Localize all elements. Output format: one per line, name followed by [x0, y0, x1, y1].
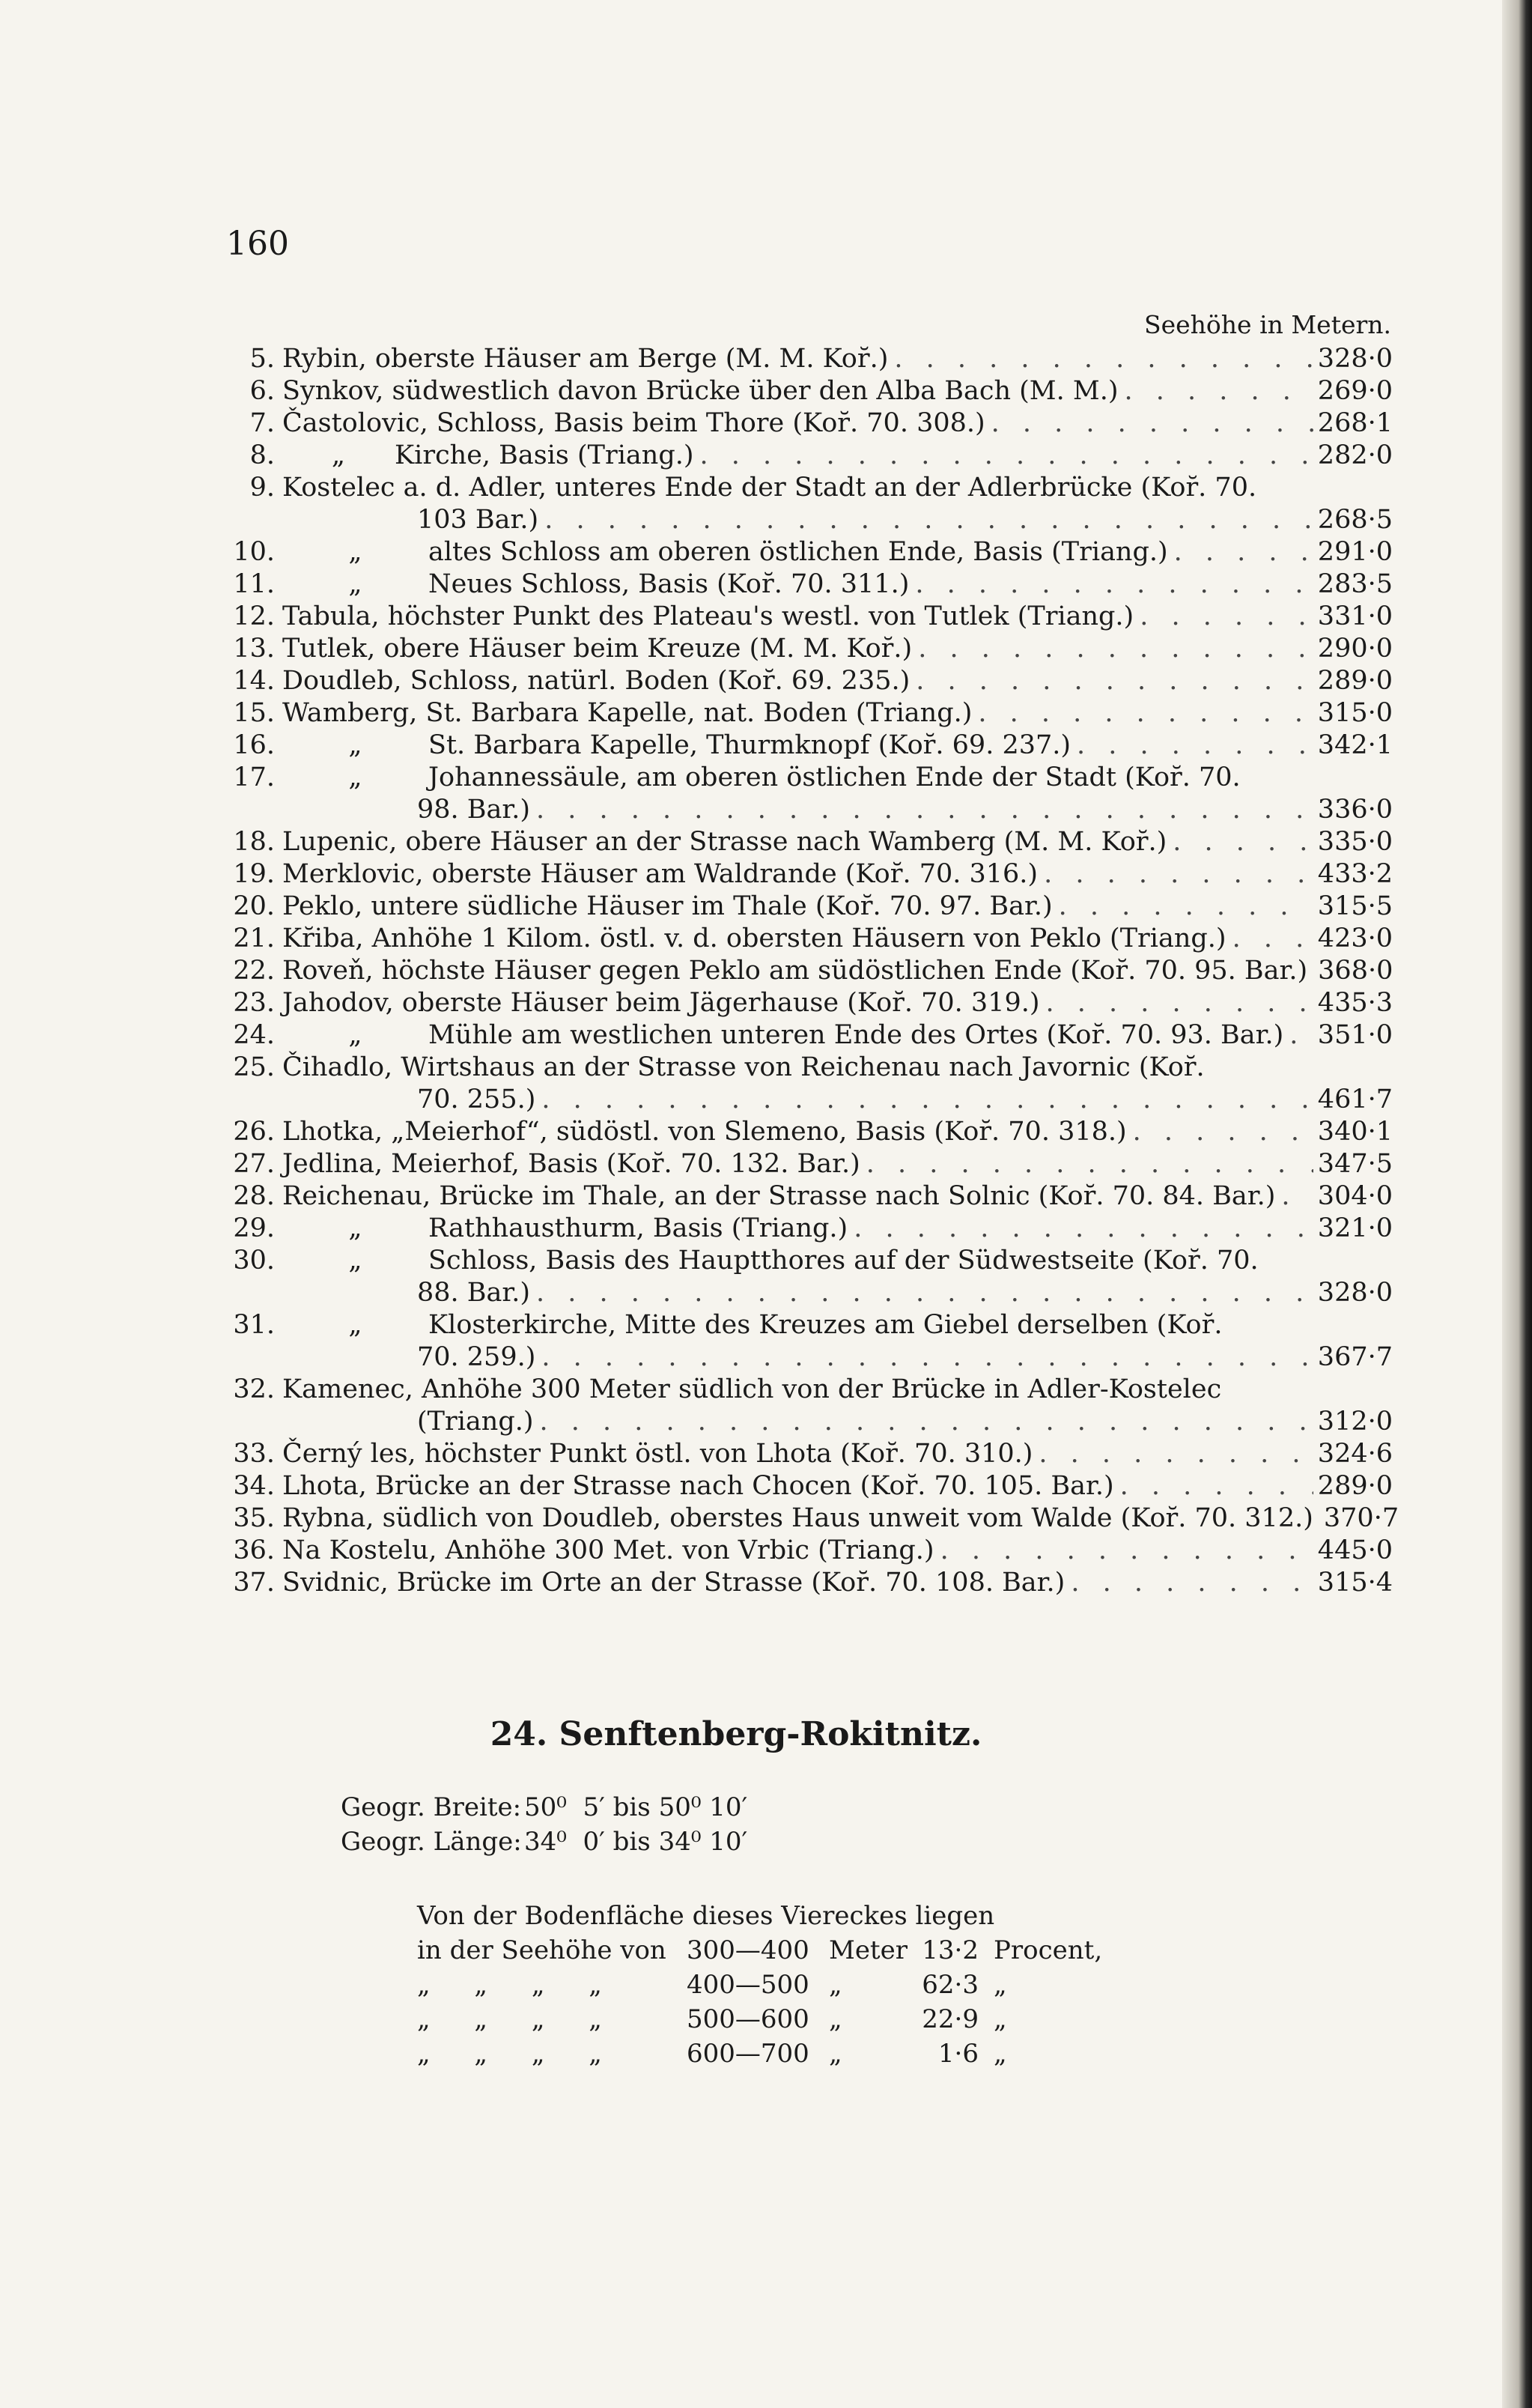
entry-description [282, 1438, 1033, 1470]
dot-leader [934, 1535, 1313, 1567]
elevation-value: 331·0 [1317, 601, 1393, 631]
list-item [221, 1567, 1393, 1599]
entry-description [282, 1019, 1283, 1052]
entry-text: Svidnic, Brücke im Orte an der Strasse (Kor̆. 70. 108. Bar.) [282, 1568, 1066, 1598]
dot-leader [1053, 891, 1313, 923]
entry-number: 26. [233, 1117, 275, 1147]
list-item [221, 987, 1393, 1019]
list-item [221, 1148, 1393, 1180]
elevation-value: 304·0 [1317, 1181, 1393, 1211]
list-item [221, 665, 1393, 697]
entry-text: Schloss, Basis des Hauptthores auf der Südwestseite (Kor̆. 70. [428, 1246, 1259, 1276]
entry-number: 37. [233, 1568, 275, 1598]
dot-leader [538, 504, 1313, 536]
entry-text: Lhotka, „Meierhof“, südöstl. von Slemeno, Basis (Kor̆. 70. 318.) [282, 1117, 1127, 1147]
entry-text: altes Schloss am oberen östlichen Ende, Basis (Triang.) [428, 537, 1168, 567]
entry-text: Johannessäule, am oberen östlichen Ende der Stadt (Kor̆. 70. [428, 762, 1241, 792]
entry-text: Tutlek, obere Häuser beim Kreuze (M. M. Kor̆.) [282, 634, 913, 664]
entry-description [282, 1309, 1222, 1341]
entry-text: Mühle am westlichen unteren Ende des Ortes (Kor̆. 70. 93. Bar.) [428, 1020, 1284, 1050]
distribution-lead: „ „ „ „ [417, 2039, 602, 2069]
entry-number: 36. [233, 1535, 275, 1565]
entry-description [282, 955, 1307, 987]
entry-number: 9. [249, 473, 275, 503]
entry-description [282, 1567, 1065, 1599]
geo-value: 50⁰ 5′ bis 50⁰ 10′ [524, 1792, 748, 1822]
elevation-value: 423·0 [1317, 924, 1393, 953]
entry-number: 10. [233, 537, 275, 567]
elevation-range: 500—600 [687, 2004, 809, 2034]
elevation-value: 312·0 [1317, 1407, 1393, 1437]
dot-leader [535, 1341, 1313, 1374]
dot-leader [848, 1213, 1313, 1245]
percent-value: 62·3 [922, 1970, 979, 2000]
entry-continuation: 70. 255.) [417, 1085, 536, 1114]
elevation-value: 289·0 [1317, 666, 1393, 696]
ditto-mark: „ [348, 569, 362, 599]
entry-description [282, 1502, 1313, 1535]
entry-text: Peklo, untere südliche Häuser im Thale (Kor̆. 70. 97. Bar.) [282, 891, 1053, 921]
dot-leader [1071, 730, 1313, 762]
entry-description [282, 826, 1167, 858]
elevation-value: 315·5 [1317, 891, 1393, 921]
list-item-continuation [221, 794, 1393, 826]
entry-continuation: (Triang.) [417, 1407, 534, 1437]
list-item [221, 730, 1393, 762]
entry-description [282, 762, 1241, 794]
elevation-value: 291·0 [1317, 537, 1393, 567]
percent-label: „ [994, 2039, 1007, 2069]
entry-number: 6. [249, 376, 275, 406]
entry-text: Lupenic, obere Häuser an der Strasse nach Wamberg (M. M. Kor̆.) [282, 827, 1167, 857]
elevation-value: 282·0 [1317, 440, 1393, 470]
elevation-value: 268·5 [1317, 505, 1393, 535]
entry-description [282, 923, 1226, 955]
entry-text: Merklovic, oberste Häuser am Waldrande (Kor̆. 70. 316.) [282, 859, 1039, 889]
dot-leader [535, 1084, 1313, 1116]
ditto-mark: „ [331, 440, 346, 470]
list-item-continuation [221, 1277, 1393, 1309]
list-item [221, 1470, 1393, 1502]
list-item [221, 1502, 1399, 1535]
entry-text: Kamenec, Anhöhe 300 Meter südlich von der Brücke in Adler-Kostelec [282, 1374, 1222, 1404]
entry-text: Na Kostelu, Anhöhe 300 Met. von Vrbic (Triang.) [282, 1535, 934, 1565]
list-item-continuation [221, 1406, 1393, 1438]
entry-description [282, 440, 694, 472]
percent-value: 1·6 [937, 2039, 979, 2069]
entry-number: 24. [233, 1020, 275, 1050]
dot-leader [1275, 1180, 1313, 1213]
entry-text: Doudleb, Schloss, natürl. Boden (Kor̆. 69. 235.) [282, 666, 911, 696]
entry-number: 15. [233, 698, 275, 728]
list-item [221, 923, 1393, 955]
list-item [221, 343, 1393, 375]
list-item [221, 858, 1393, 891]
entry-description [282, 1213, 848, 1245]
list-item [221, 1374, 1393, 1406]
entry-number: 7. [249, 408, 275, 438]
elevation-list [221, 343, 1399, 1599]
entry-continuation: 98. Bar.) [417, 795, 531, 825]
geo-coordinates [341, 1790, 747, 1859]
elevation-value: 315·4 [1317, 1568, 1393, 1598]
entry-number: 17. [233, 762, 275, 792]
dot-leader [985, 407, 1313, 440]
entry-number: 21. [233, 924, 275, 953]
entry-text: Kostelec a. d. Adler, unteres Ende der Stadt an der Adlerbrücke (Kor̆. 70. [282, 473, 1257, 503]
dot-leader [1307, 955, 1313, 987]
entry-number: 28. [233, 1181, 275, 1211]
dot-leader [1168, 536, 1313, 568]
entry-text: Synkov, südwestlich davon Brücke über den Alba Bach (M. M.) [282, 376, 1119, 406]
entry-text: Klosterkirche, Mitte des Kreuzes am Giebel derselben (Kor̆. [428, 1310, 1223, 1340]
list-item [221, 762, 1393, 794]
distribution-intro: Von der Bodenfläche dieses Viereckes liegen [417, 1901, 995, 1931]
dot-leader [530, 794, 1313, 826]
list-item-continuation [221, 1341, 1393, 1374]
entry-text: Čihadlo, Wirtshaus an der Strasse von Reichenau nach Javornic (Kor̆. [282, 1052, 1205, 1082]
entry-number: 30. [233, 1246, 275, 1276]
ditto-mark: „ [348, 762, 362, 792]
column-header: Seehöhe in Metern. [1144, 310, 1391, 339]
elevation-value: 367·7 [1317, 1342, 1393, 1372]
entry-description [282, 1535, 934, 1567]
dot-leader [1167, 826, 1313, 858]
distribution-row [417, 1933, 1113, 1968]
entry-number: 19. [233, 859, 275, 889]
dot-leader [972, 697, 1313, 730]
elevation-value: 368·0 [1318, 956, 1393, 986]
elevation-value: 461·7 [1317, 1085, 1393, 1114]
entry-description [282, 1470, 1114, 1502]
list-item [221, 891, 1393, 923]
dot-leader [1127, 1116, 1313, 1148]
entry-number: 18. [233, 827, 275, 857]
dot-leader [1114, 1470, 1313, 1502]
entry-number: 35. [233, 1503, 275, 1533]
entry-text: Wamberg, St. Barbara Kapelle, nat. Boden (Triang.) [282, 698, 973, 728]
list-item [221, 1019, 1393, 1052]
entry-number: 5. [249, 344, 275, 374]
dot-leader [1040, 987, 1313, 1019]
entry-description [282, 665, 910, 697]
elevation-range: 300—400 [687, 1935, 809, 1965]
list-item [221, 697, 1393, 730]
elevation-value: 347·5 [1317, 1149, 1393, 1179]
list-item [221, 440, 1393, 472]
list-item [221, 1116, 1393, 1148]
entry-number: 31. [233, 1310, 275, 1340]
list-item [221, 375, 1393, 407]
entry-text: Rathhausthurm, Basis (Triang.) [428, 1213, 848, 1243]
list-item [221, 601, 1393, 633]
elevation-value: 324·6 [1317, 1439, 1393, 1469]
dot-leader [534, 1406, 1313, 1438]
list-item [221, 472, 1393, 504]
list-item [221, 633, 1393, 665]
elevation-value: 315·0 [1317, 698, 1393, 728]
unit-label: „ [829, 2004, 842, 2034]
dot-leader [1283, 1019, 1313, 1052]
elevation-range: 600—700 [687, 2039, 809, 2069]
entry-number: 32. [233, 1374, 275, 1404]
ditto-mark: „ [348, 1213, 362, 1243]
entry-number: 23. [233, 988, 275, 1018]
entry-description [282, 407, 985, 440]
list-item [221, 1535, 1393, 1567]
dot-leader [860, 1148, 1313, 1180]
list-item [221, 1180, 1393, 1213]
list-item-continuation [221, 1084, 1393, 1116]
entry-description [282, 1116, 1127, 1148]
percent-value: 13·2 [922, 1935, 979, 1965]
list-item [221, 1309, 1393, 1341]
ditto-mark: „ [348, 1310, 362, 1340]
ditto-mark: „ [348, 1020, 362, 1050]
entry-description [282, 1148, 860, 1180]
distribution-row [417, 1968, 1113, 2002]
elevation-value: 435·3 [1317, 988, 1393, 1018]
entry-number: 20. [233, 891, 275, 921]
elevation-value: 328·0 [1317, 344, 1393, 374]
geo-row [341, 1825, 747, 1859]
list-item [221, 1438, 1393, 1470]
elevation-distribution [417, 1899, 1113, 2071]
entry-description [282, 697, 972, 730]
geo-value: 34⁰ 0′ bis 34⁰ 10′ [524, 1827, 748, 1857]
page-number: 160 [226, 225, 289, 263]
percent-label: „ [994, 1970, 1007, 2000]
entry-description [282, 375, 1119, 407]
elevation-value: 268·1 [1317, 408, 1393, 438]
percent-label: Procent, [994, 1935, 1103, 1965]
elevation-value: 340·1 [1317, 1117, 1393, 1147]
dot-leader [530, 1277, 1313, 1309]
entry-text: Kirche, Basis (Triang.) [395, 440, 694, 470]
entry-text: Častolovic, Schloss, Basis beim Thore (Kor̆. 70. 308.) [282, 408, 985, 438]
entry-description [282, 987, 1040, 1019]
elevation-value: 269·0 [1317, 376, 1393, 406]
distribution-lead: „ „ „ „ [417, 1970, 602, 2000]
entry-number: 13. [233, 634, 275, 664]
unit-label: „ [829, 1970, 842, 2000]
elevation-value: 321·0 [1317, 1213, 1393, 1243]
entry-description [282, 472, 1256, 504]
dot-leader [909, 568, 1313, 601]
dot-leader [910, 665, 1313, 697]
entry-number: 33. [233, 1439, 275, 1469]
entry-description [282, 858, 1038, 891]
entry-number: 8. [249, 440, 275, 470]
entry-description [282, 633, 912, 665]
elevation-value: 445·0 [1317, 1535, 1393, 1565]
entry-continuation: 88. Bar.) [417, 1278, 531, 1308]
book-gutter-shadow [1502, 0, 1532, 2408]
elevation-value: 342·1 [1317, 730, 1393, 760]
dot-leader [694, 440, 1313, 472]
entry-description [282, 1180, 1275, 1213]
elevation-value: 335·0 [1317, 827, 1393, 857]
entry-text: Neues Schloss, Basis (Kor̆. 70. 311.) [428, 569, 910, 599]
entry-text: Reichenau, Brücke im Thale, an der Strasse nach Solnic (Kor̆. 70. 84. Bar.) [282, 1181, 1276, 1211]
dot-leader [1119, 375, 1313, 407]
entry-continuation: 70. 259.) [417, 1342, 536, 1372]
entry-number: 22. [233, 956, 275, 986]
section-title: 24. Senftenberg-Rokitnitz. [490, 1715, 982, 1753]
percent-value: 22·9 [922, 2004, 979, 2034]
elevation-value: 283·5 [1317, 569, 1393, 599]
entry-description [282, 536, 1168, 568]
geo-row [341, 1790, 747, 1825]
dot-leader [1313, 1502, 1319, 1535]
entry-text: Kr̆iba, Anhöhe 1 Kilom. östl. v. d. obersten Häusern von Peklo (Triang.) [282, 924, 1226, 953]
entry-description [282, 601, 1134, 633]
elevation-value: 336·0 [1317, 795, 1393, 825]
elevation-value: 290·0 [1317, 634, 1393, 664]
entry-text: Rybin, oberste Häuser am Berge (M. M. Kor̆.) [282, 344, 889, 374]
entry-description [282, 1245, 1259, 1277]
ditto-mark: „ [348, 730, 362, 760]
entry-text: Jedlina, Meierhof, Basis (Kor̆. 70. 132. Bar.) [282, 1149, 860, 1179]
entry-number: 14. [233, 666, 275, 696]
entry-number: 11. [233, 569, 275, 599]
entry-text: Jahodov, oberste Häuser beim Jägerhause (Kor̆. 70. 319.) [282, 988, 1040, 1018]
entry-number: 27. [233, 1149, 275, 1179]
entry-text: Černý les, höchster Punkt östl. von Lhota (Kor̆. 70. 310.) [282, 1439, 1033, 1469]
elevation-value: 433·2 [1317, 859, 1393, 889]
distribution-lead: „ „ „ „ [417, 2004, 602, 2034]
geo-label: Geogr. Länge: [341, 1827, 522, 1857]
list-item [221, 536, 1393, 568]
dot-leader [888, 343, 1313, 375]
entry-continuation: 103 Bar.) [417, 505, 539, 535]
entry-text: Rybna, südlich von Doudleb, oberstes Haus unweit vom Walde (Kor̆. 70. 312.) [282, 1503, 1313, 1533]
entry-text: Roveň, höchste Häuser gegen Peklo am südöstlichen Ende (Kor̆. 70. 95. Bar.) [282, 956, 1308, 986]
dot-leader [1033, 1438, 1313, 1470]
entry-number: 34. [233, 1471, 275, 1501]
list-item [221, 1052, 1393, 1084]
entry-description [282, 730, 1071, 762]
geo-label: Geogr. Breite: [341, 1792, 522, 1822]
unit-label: „ [829, 2039, 842, 2069]
list-item [221, 1213, 1393, 1245]
list-item-continuation [221, 504, 1393, 536]
dot-leader [1134, 601, 1313, 633]
dot-leader [1038, 858, 1313, 891]
entry-number: 25. [233, 1052, 275, 1082]
entry-number: 29. [233, 1213, 275, 1243]
entry-description [282, 343, 888, 375]
list-item [221, 826, 1393, 858]
entry-number: 12. [233, 601, 275, 631]
dot-leader [912, 633, 1313, 665]
elevation-value: 351·0 [1317, 1020, 1393, 1050]
percent-label: „ [994, 2004, 1007, 2034]
entry-description [282, 1052, 1205, 1084]
distribution-lead: in der Seehöhe von [417, 1935, 666, 1965]
distribution-row [417, 2002, 1113, 2037]
entry-text: St. Barbara Kapelle, Thurmknopf (Kor̆. 69. 237.) [428, 730, 1072, 760]
elevation-value: 328·0 [1317, 1278, 1393, 1308]
list-item [221, 1245, 1393, 1277]
list-item [221, 568, 1393, 601]
list-item [221, 955, 1393, 987]
dot-leader [1065, 1567, 1313, 1599]
elevation-value: 289·0 [1317, 1471, 1393, 1501]
distribution-row [417, 2037, 1113, 2071]
entry-number: 16. [233, 730, 275, 760]
unit-label: Meter [829, 1935, 908, 1965]
elevation-range: 400—500 [687, 1970, 809, 2000]
list-item [221, 407, 1393, 440]
ditto-mark: „ [348, 537, 362, 567]
ditto-mark: „ [348, 1246, 362, 1276]
entry-text: Tabula, höchster Punkt des Plateau's westl. von Tutlek (Triang.) [282, 601, 1134, 631]
entry-description [282, 1374, 1221, 1406]
entry-description [282, 568, 909, 601]
entry-description [282, 891, 1053, 923]
entry-text: Lhota, Brücke an der Strasse nach Chocen (Kor̆. 70. 105. Bar.) [282, 1471, 1114, 1501]
elevation-value: 370·7 [1323, 1503, 1399, 1533]
dot-leader [1226, 923, 1313, 955]
